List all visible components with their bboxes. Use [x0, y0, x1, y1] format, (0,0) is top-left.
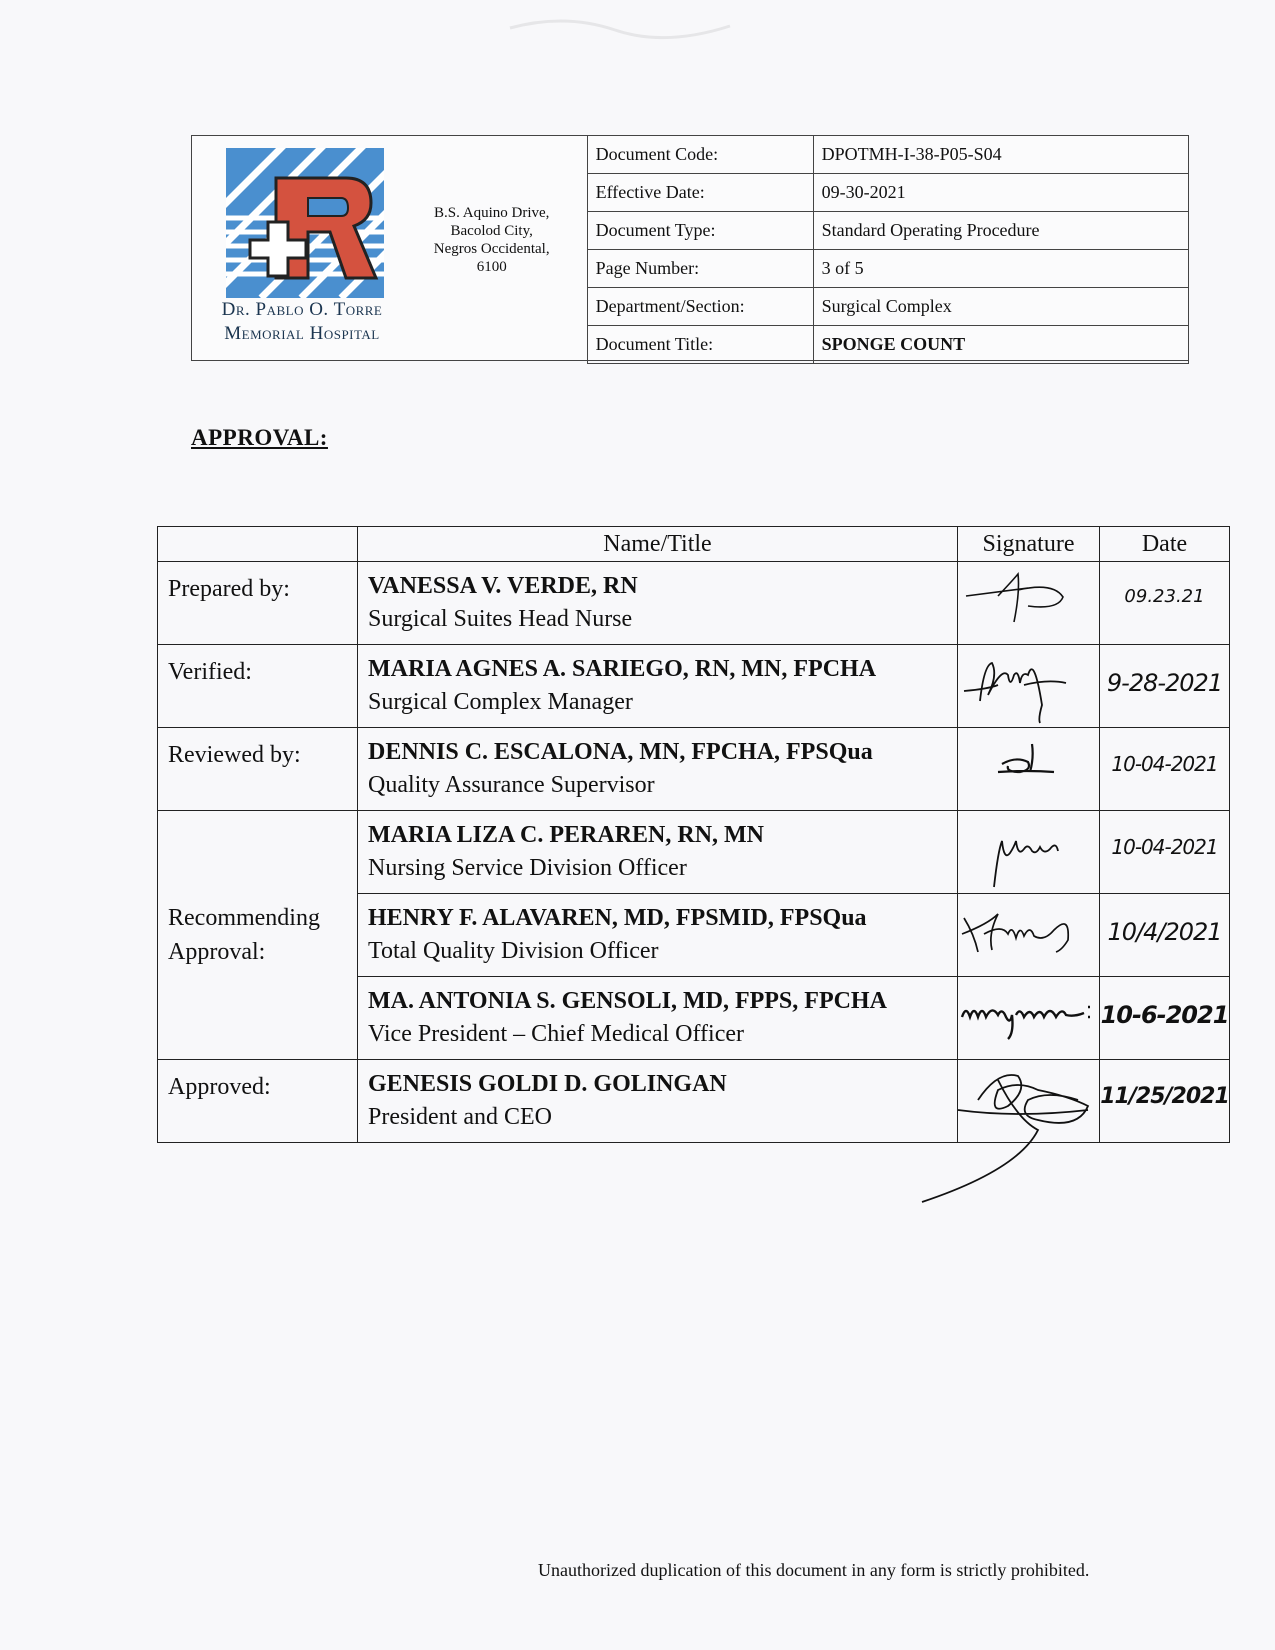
address-line: Negros Occidental, [433, 241, 550, 257]
date-cell [1100, 562, 1230, 645]
scan-smudge [505, 8, 735, 48]
address-cell [397, 136, 587, 360]
signature-cell [958, 562, 1100, 645]
handwritten-signature [958, 728, 1100, 806]
meta-label: Document Title: [587, 326, 813, 364]
meta-label: Document Code: [587, 136, 813, 174]
handwritten-signature [958, 645, 1100, 723]
meta-row [587, 136, 1188, 174]
approval-row [158, 645, 1230, 728]
approval-row [158, 562, 1230, 645]
signatory-name: DENNIS C. ESCALONA, MN, FPCHA, FPSQua [368, 739, 873, 765]
document-title-value: SPONGE COUNT [813, 326, 1188, 364]
address-line: Bacolod City, [450, 223, 533, 239]
signatory-name: MA. ANTONIA S. GENSOLI, MD, FPPS, FPCHA [368, 988, 887, 1014]
address-line: 6100 [476, 259, 507, 275]
signature-column-header: Signature [958, 527, 1100, 562]
meta-label: Effective Date: [587, 174, 813, 212]
meta-value: 3 of 5 [813, 250, 1188, 288]
logo-cell [192, 136, 397, 360]
signatory-title: Surgical Suites Head Nurse [368, 606, 633, 632]
signatory-title: Vice President – Chief Medical Officer [368, 1021, 744, 1047]
name-column-header: Name/Title [358, 527, 958, 562]
signatory [358, 562, 958, 645]
meta-label: Department/Section: [587, 288, 813, 326]
meta-label: Document Type: [587, 212, 813, 250]
footer-notice: Unauthorized duplication of this document in any form is strictly prohibited. [538, 1560, 1090, 1580]
signatory [358, 894, 958, 977]
hospital-name-line1: Dr. Pablo O. Torre [221, 299, 383, 320]
role-column-header [158, 527, 358, 562]
signatory [358, 728, 958, 811]
signatory-title: Surgical Complex Manager [368, 689, 633, 715]
signatory [358, 645, 958, 728]
signatory-name: VANESSA V. VERDE, RN [368, 573, 638, 599]
signed-date: 10-04-2021 [1111, 752, 1218, 776]
handwritten-signature [958, 811, 1100, 889]
handwritten-signature [958, 977, 1100, 1055]
role-label: Prepared by: [158, 562, 358, 645]
signatory-name: GENESIS GOLDI D. GOLINGAN [368, 1071, 727, 1097]
signed-date: 10-04-2021 [1111, 835, 1218, 859]
handwritten-signature [958, 1060, 1100, 1138]
approval-row [158, 811, 1230, 894]
signatory-title: Nursing Service Division Officer [368, 855, 687, 881]
date-cell [1100, 645, 1230, 728]
role-label: Reviewed by: [158, 728, 358, 811]
document-meta-table [587, 135, 1189, 364]
signatory-title: Quality Assurance Supervisor [368, 772, 655, 798]
signatory-title: President and CEO [368, 1104, 552, 1130]
date-cell [1100, 1060, 1230, 1143]
hospital-logo [226, 148, 384, 298]
approval-heading: APPROVAL: [191, 425, 328, 450]
handwritten-signature [958, 894, 1100, 972]
meta-row [587, 250, 1188, 288]
signed-date: 10/4/2021 [1107, 918, 1222, 946]
meta-row [587, 174, 1188, 212]
date-column-header: Date [1100, 527, 1230, 562]
signature-cell [958, 811, 1100, 894]
meta-label: Page Number: [587, 250, 813, 288]
date-cell [1100, 728, 1230, 811]
date-cell [1100, 811, 1230, 894]
meta-row [587, 326, 1188, 364]
hospital-name-line2: Memorial Hospital [224, 323, 380, 344]
meta-row [587, 212, 1188, 250]
hospital-name [202, 298, 402, 346]
signed-date: 11/25/2021 [1100, 1084, 1229, 1109]
approval-table [157, 526, 1230, 1143]
address-line: B.S. Aquino Drive, [433, 205, 550, 221]
signatory-name: MARIA AGNES A. SARIEGO, RN, MN, FPCHA [368, 656, 877, 682]
meta-row [587, 288, 1188, 326]
approval-header-row [158, 527, 1230, 562]
role-label: Recommending Approval: [158, 811, 358, 1060]
meta-value: Surgical Complex [813, 288, 1188, 326]
signature-cell [958, 728, 1100, 811]
signature-cell [958, 645, 1100, 728]
date-cell [1100, 894, 1230, 977]
meta-value: Standard Operating Procedure [813, 212, 1188, 250]
hospital-address [417, 204, 567, 292]
signatory [358, 977, 958, 1060]
document-header [191, 135, 1189, 361]
signed-date: 09.23.21 [1124, 586, 1205, 607]
signed-date: 9-28-2021 [1106, 669, 1223, 697]
signatory [358, 1060, 958, 1143]
meta-value: 09-30-2021 [813, 174, 1188, 212]
approval-row [158, 1060, 1230, 1143]
role-label: Approved: [158, 1060, 358, 1143]
signatory-title: Total Quality Division Officer [368, 938, 659, 964]
role-label: Verified: [158, 645, 358, 728]
signatory [358, 811, 958, 894]
signature-cell [958, 1060, 1100, 1143]
signatory-name: HENRY F. ALAVAREN, MD, FPSMID, FPSQua [368, 905, 867, 931]
handwritten-signature [958, 562, 1100, 640]
signatory-name: MARIA LIZA C. PERAREN, RN, MN [368, 822, 765, 848]
signature-cell [958, 977, 1100, 1060]
signed-date: 10-6-2021 [1100, 1001, 1229, 1029]
approval-row [158, 728, 1230, 811]
meta-value: DPOTMH-I-38-P05-S04 [813, 136, 1188, 174]
signature-cell [958, 894, 1100, 977]
date-cell [1100, 977, 1230, 1060]
